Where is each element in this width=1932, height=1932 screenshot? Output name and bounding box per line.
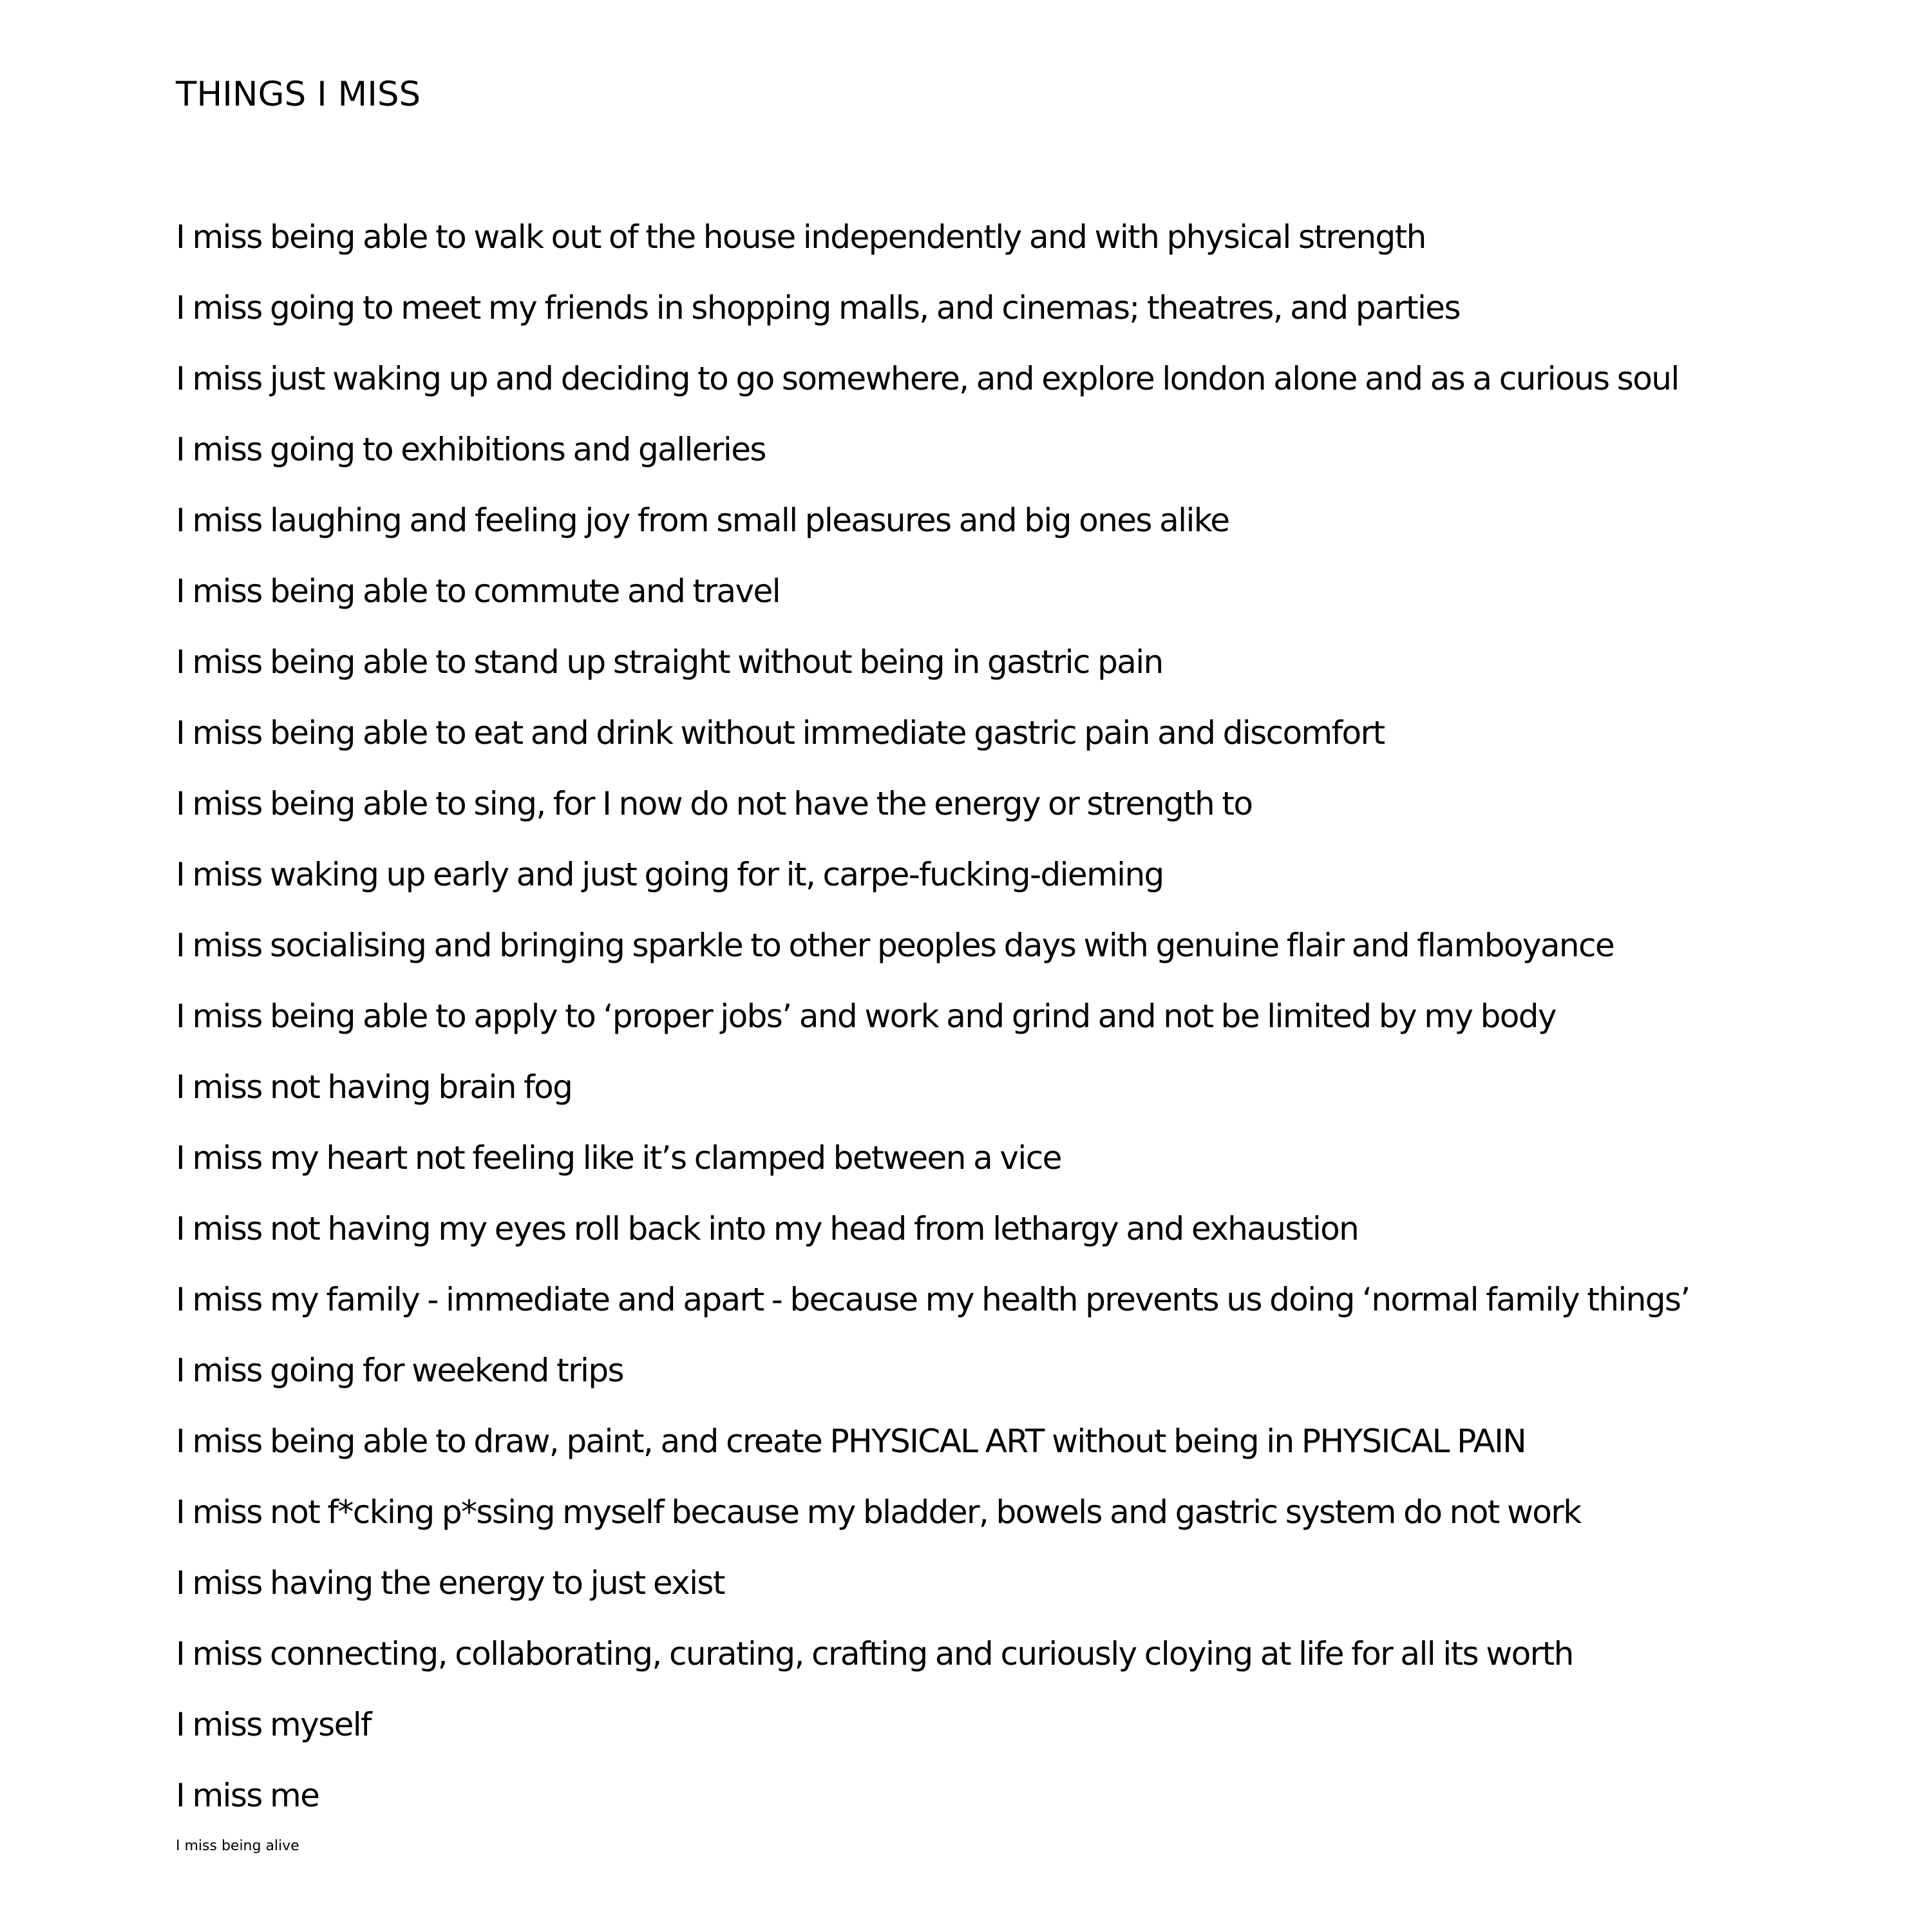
poem-line: I miss just waking up and deciding to go somewhere, and explore london alone and as a curious soul	[176, 360, 1679, 397]
poem-line: I miss socialising and bringing sparkle to other peoples days with genuine flair and flamboyance	[176, 927, 1615, 964]
poem-line: I miss being able to apply to ‘proper jobs’ and work and grind and not be limited by my body	[176, 998, 1556, 1035]
poem-line: I miss me	[176, 1777, 319, 1814]
poem-line: I miss waking up early and just going for it, carpe-fucking-dieming	[176, 856, 1164, 893]
poem-line: I miss being able to commute and travel	[176, 573, 781, 610]
poem-line: I miss going to exhibitions and galleries	[176, 431, 766, 468]
poem-line: I miss being able to eat and drink without immediate gastric pain and discomfort	[176, 714, 1385, 752]
poem-line: I miss being able to walk out of the house independently and with physical strength	[176, 218, 1426, 256]
poem-line: I miss laughing and feeling joy from small pleasures and big ones alike	[176, 502, 1229, 539]
footnote: I miss being alive	[176, 1838, 299, 1854]
poem-line: I miss being able to stand up straight without being in gastric pain	[176, 643, 1163, 681]
poem-line: I miss going to meet my friends in shopping malls, and cinemas; theatres, and parties	[176, 289, 1460, 327]
poem-line: I miss being able to sing, for I now do not have the energy or strength to	[176, 785, 1253, 822]
poem-line: I miss not having brain fog	[176, 1068, 573, 1106]
poem-line: I miss being able to draw, paint, and create PHYSICAL ART without being in PHYSICAL PAIN	[176, 1423, 1526, 1460]
poem-line: I miss going for weekend trips	[176, 1352, 623, 1389]
page-title: THINGS I MISS	[176, 75, 421, 114]
poem-line: I miss myself	[176, 1706, 372, 1743]
poem-line: I miss having the energy to just exist	[176, 1564, 724, 1602]
poem-line: I miss my heart not feeling like it’s clamped between a vice	[176, 1139, 1061, 1177]
poem-line: I miss connecting, collaborating, curating, crafting and curiously cloying at life for all its worth	[176, 1635, 1573, 1672]
poem-line: I miss my family - immediate and apart - because my health prevents us doing ‘normal family things’	[176, 1281, 1690, 1318]
poem-line: I miss not f*cking p*ssing myself because my bladder, bowels and gastric system do not work	[176, 1493, 1581, 1531]
poem-lines	[176, 214, 1690, 1844]
poem-line: I miss not having my eyes roll back into my head from lethargy and exhaustion	[176, 1210, 1359, 1247]
